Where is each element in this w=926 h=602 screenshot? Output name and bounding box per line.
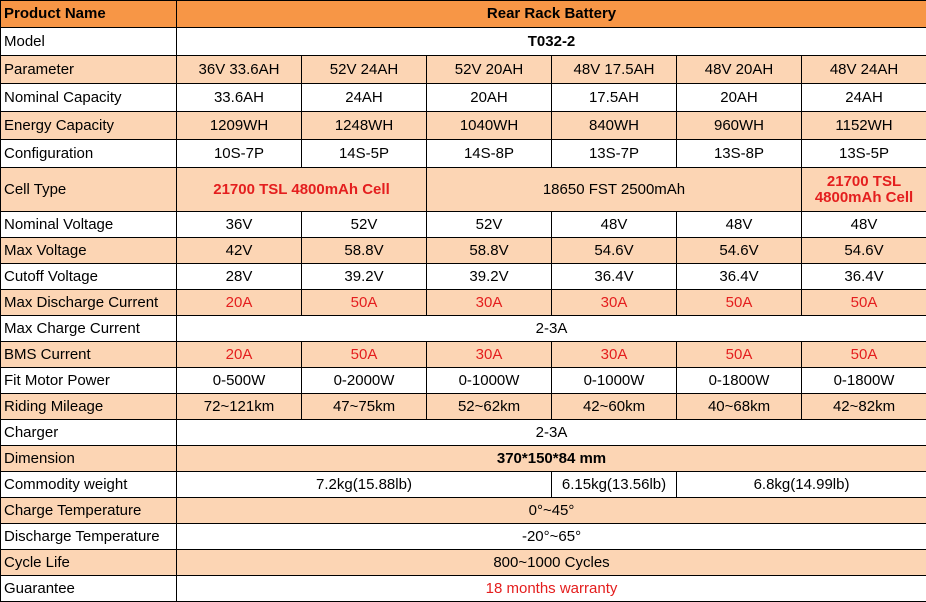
- cutoff-voltage-cell: 36.4V: [677, 264, 802, 290]
- riding-mileage-cell: 42~82km: [802, 394, 926, 420]
- nominal-voltage-cell: 52V: [427, 212, 552, 238]
- max-discharge-cell: 50A: [302, 290, 427, 316]
- configuration-cell: 10S-7P: [177, 140, 302, 168]
- cell-type-tsl-value: 21700 TSL 4800mAh Cell: [802, 168, 926, 212]
- max-charge-label: Max Charge Current: [1, 316, 177, 342]
- configuration-cell: 13S-7P: [552, 140, 677, 168]
- parameter-cell: 52V 20AH: [427, 56, 552, 84]
- nominal-capacity-label: Nominal Capacity: [1, 84, 177, 112]
- nominal-capacity-cell: 24AH: [302, 84, 427, 112]
- max-discharge-cell: 30A: [552, 290, 677, 316]
- riding-mileage-cell: 47~75km: [302, 394, 427, 420]
- energy-capacity-cell: 1209WH: [177, 112, 302, 140]
- model-row: [1, 28, 926, 56]
- nominal-voltage-cell: 52V: [302, 212, 427, 238]
- guarantee-row: [1, 576, 926, 602]
- cycle-life-label: Cycle Life: [1, 550, 177, 576]
- fit-motor-cell: 0-2000W: [302, 368, 427, 394]
- max-discharge-label: Max Discharge Current: [1, 290, 177, 316]
- commodity-weight-cell: 6.8kg(14.99lb): [677, 472, 926, 498]
- commodity-weight-row: [1, 472, 926, 498]
- configuration-label: Configuration: [1, 140, 177, 168]
- cutoff-voltage-cell: 36.4V: [552, 264, 677, 290]
- fit-motor-cell: 0-1000W: [427, 368, 552, 394]
- configuration-cell: 13S-8P: [677, 140, 802, 168]
- commodity-weight-label: Commodity weight: [1, 472, 177, 498]
- nominal-voltage-cell: 48V: [802, 212, 926, 238]
- charge-temp-value: 0°~45°: [177, 498, 926, 524]
- discharge-temp-row: [1, 524, 926, 550]
- parameter-cell: 36V 33.6AH: [177, 56, 302, 84]
- nominal-capacity-row: [1, 84, 926, 112]
- model-value: T032-2: [177, 28, 926, 56]
- nominal-capacity-cell: 20AH: [677, 84, 802, 112]
- configuration-row: [1, 140, 926, 168]
- cell-type-row: [1, 168, 926, 212]
- max-charge-value: 2-3A: [177, 316, 926, 342]
- discharge-temp-label: Discharge Temperature: [1, 524, 177, 550]
- product-name-label: Product Name: [1, 1, 177, 28]
- cell-type-tsl-value: 21700 TSL 4800mAh Cell: [177, 168, 427, 212]
- fit-motor-cell: 0-1800W: [802, 368, 926, 394]
- configuration-cell: 14S-5P: [302, 140, 427, 168]
- nominal-capacity-cell: 24AH: [802, 84, 926, 112]
- guarantee-label: Guarantee: [1, 576, 177, 602]
- nominal-voltage-cell: 36V: [177, 212, 302, 238]
- riding-mileage-row: [1, 394, 926, 420]
- max-voltage-cell: 54.6V: [552, 238, 677, 264]
- max-voltage-cell: 58.8V: [302, 238, 427, 264]
- charger-label: Charger: [1, 420, 177, 446]
- riding-mileage-cell: 52~62km: [427, 394, 552, 420]
- charge-temp-label: Charge Temperature: [1, 498, 177, 524]
- dimension-value: 370*150*84 mm: [177, 446, 926, 472]
- commodity-weight-cell: 6.15kg(13.56lb): [552, 472, 677, 498]
- bms-current-cell: 50A: [302, 342, 427, 368]
- max-discharge-row: [1, 290, 926, 316]
- parameter-row: [1, 56, 926, 84]
- cycle-life-row: [1, 550, 926, 576]
- charger-row: [1, 420, 926, 446]
- cell-type-label: Cell Type: [1, 168, 177, 212]
- discharge-temp-value: -20°~65°: [177, 524, 926, 550]
- bms-current-cell: 20A: [177, 342, 302, 368]
- cutoff-voltage-cell: 39.2V: [427, 264, 552, 290]
- nominal-voltage-cell: 48V: [677, 212, 802, 238]
- guarantee-value: 18 months warranty: [177, 576, 926, 602]
- header-row: [1, 1, 926, 28]
- energy-capacity-label: Energy Capacity: [1, 112, 177, 140]
- nominal-capacity-cell: 17.5AH: [552, 84, 677, 112]
- energy-capacity-cell: 1152WH: [802, 112, 926, 140]
- configuration-cell: 14S-8P: [427, 140, 552, 168]
- commodity-weight-cell: 7.2kg(15.88lb): [177, 472, 552, 498]
- cutoff-voltage-label: Cutoff Voltage: [1, 264, 177, 290]
- cycle-life-value: 800~1000 Cycles: [177, 550, 926, 576]
- nominal-capacity-cell: 20AH: [427, 84, 552, 112]
- cell-type-fst-value: 18650 FST 2500mAh: [427, 168, 802, 212]
- configuration-cell: 13S-5P: [802, 140, 926, 168]
- max-charge-row: [1, 316, 926, 342]
- product-name-value: Rear Rack Battery: [177, 1, 926, 28]
- energy-capacity-cell: 960WH: [677, 112, 802, 140]
- cutoff-voltage-row: [1, 264, 926, 290]
- riding-mileage-label: Riding Mileage: [1, 394, 177, 420]
- parameter-cell: 48V 20AH: [677, 56, 802, 84]
- parameter-cell: 48V 17.5AH: [552, 56, 677, 84]
- dimension-label: Dimension: [1, 446, 177, 472]
- max-discharge-cell: 20A: [177, 290, 302, 316]
- bms-current-label: BMS Current: [1, 342, 177, 368]
- fit-motor-cell: 0-1000W: [552, 368, 677, 394]
- riding-mileage-cell: 40~68km: [677, 394, 802, 420]
- cutoff-voltage-cell: 28V: [177, 264, 302, 290]
- max-voltage-row: [1, 238, 926, 264]
- bms-current-cell: 30A: [427, 342, 552, 368]
- max-discharge-cell: 30A: [427, 290, 552, 316]
- parameter-cell: 52V 24AH: [302, 56, 427, 84]
- max-discharge-cell: 50A: [802, 290, 926, 316]
- cutoff-voltage-cell: 39.2V: [302, 264, 427, 290]
- cutoff-voltage-cell: 36.4V: [802, 264, 926, 290]
- max-discharge-cell: 50A: [677, 290, 802, 316]
- charge-temp-row: [1, 498, 926, 524]
- bms-current-cell: 50A: [677, 342, 802, 368]
- fit-motor-cell: 0-1800W: [677, 368, 802, 394]
- riding-mileage-cell: 72~121km: [177, 394, 302, 420]
- bms-current-row: [1, 342, 926, 368]
- parameter-label: Parameter: [1, 56, 177, 84]
- fit-motor-cell: 0-500W: [177, 368, 302, 394]
- energy-capacity-cell: 1248WH: [302, 112, 427, 140]
- nominal-capacity-cell: 33.6AH: [177, 84, 302, 112]
- charger-value: 2-3A: [177, 420, 926, 446]
- energy-capacity-cell: 840WH: [552, 112, 677, 140]
- bms-current-cell: 30A: [552, 342, 677, 368]
- nominal-voltage-label: Nominal Voltage: [1, 212, 177, 238]
- dimension-row: [1, 446, 926, 472]
- energy-capacity-row: [1, 112, 926, 140]
- max-voltage-label: Max Voltage: [1, 238, 177, 264]
- energy-capacity-cell: 1040WH: [427, 112, 552, 140]
- max-voltage-cell: 58.8V: [427, 238, 552, 264]
- fit-motor-row: [1, 368, 926, 394]
- model-label: Model: [1, 28, 177, 56]
- max-voltage-cell: 54.6V: [802, 238, 926, 264]
- max-voltage-cell: 42V: [177, 238, 302, 264]
- parameter-cell: 48V 24AH: [802, 56, 926, 84]
- riding-mileage-cell: 42~60km: [552, 394, 677, 420]
- nominal-voltage-row: [1, 212, 926, 238]
- fit-motor-label: Fit Motor Power: [1, 368, 177, 394]
- bms-current-cell: 50A: [802, 342, 926, 368]
- nominal-voltage-cell: 48V: [552, 212, 677, 238]
- max-voltage-cell: 54.6V: [677, 238, 802, 264]
